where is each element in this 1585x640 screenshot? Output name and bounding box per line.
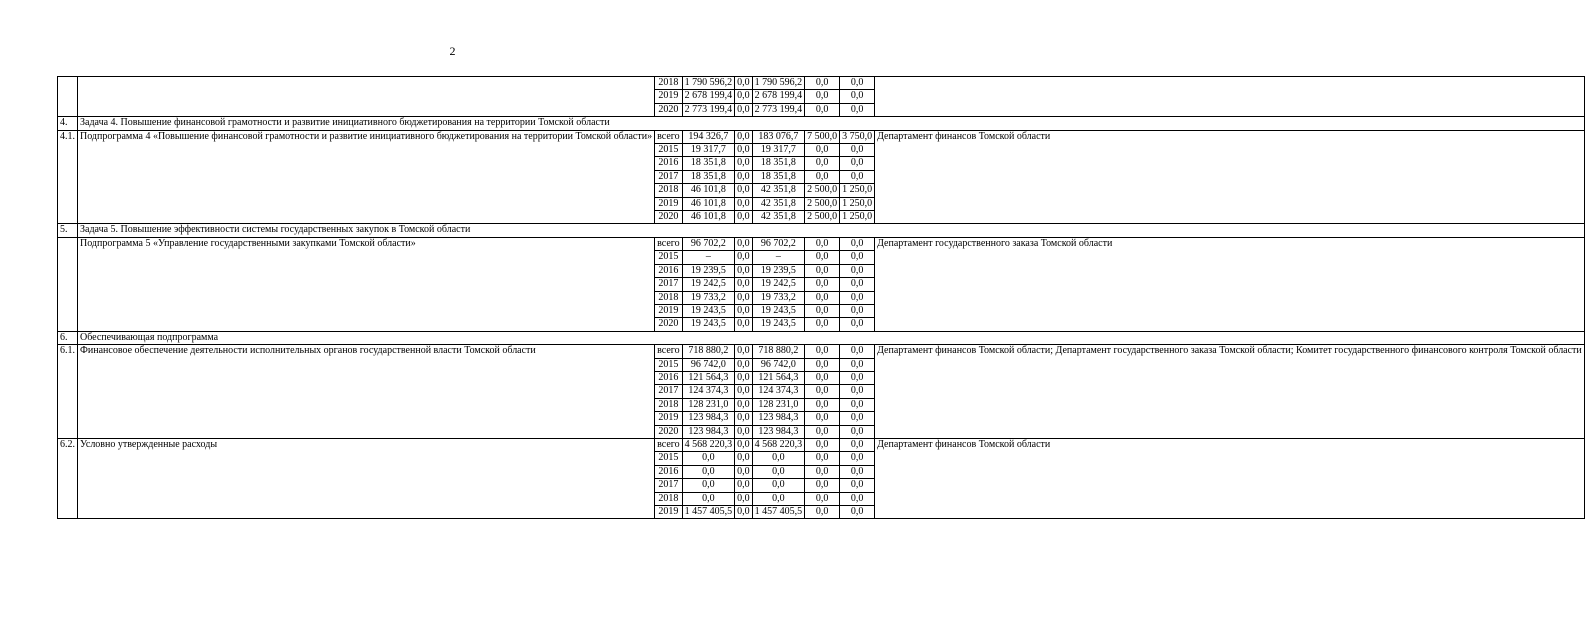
- local-cell: 0,0: [805, 479, 840, 492]
- federal-cell: 0,0: [735, 398, 753, 411]
- total-cell: 0,0: [682, 465, 735, 478]
- federal-cell: 0,0: [735, 425, 753, 438]
- federal-cell: 0,0: [735, 77, 753, 90]
- responsible-executor: Департамент финансов Томской области: [875, 130, 1585, 224]
- federal-cell: 0,0: [735, 479, 753, 492]
- federal-cell: 0,0: [735, 103, 753, 116]
- year-cell: 2016: [655, 157, 683, 170]
- total-cell: 121 564,3: [682, 371, 735, 384]
- extrabudget-cell: 0,0: [840, 304, 875, 317]
- regional-cell: 1 790 596,2: [752, 77, 805, 90]
- regional-cell: –: [752, 251, 805, 264]
- year-cell: 2017: [655, 278, 683, 291]
- item-number: 6.2.: [58, 438, 78, 518]
- regional-cell: 718 880,2: [752, 345, 805, 358]
- item-name: Подпрограмма 5 «Управление государственными закупками Томской области»: [78, 237, 655, 331]
- local-cell: 2 500,0: [805, 184, 840, 197]
- year-cell: 2019: [655, 197, 683, 210]
- total-cell: 46 101,8: [682, 184, 735, 197]
- responsible-executor: Департамент финансов Томской области; Департамент государственного заказа Томской области; Комитет государственного финансового контроля Томской области: [875, 345, 1585, 439]
- regional-cell: 128 231,0: [752, 398, 805, 411]
- regional-cell: 18 351,8: [752, 170, 805, 183]
- total-cell: 123 984,3: [682, 425, 735, 438]
- regional-cell: 42 351,8: [752, 197, 805, 210]
- task-title: Обеспечивающая подпрограмма: [78, 331, 1585, 344]
- regional-cell: 0,0: [752, 452, 805, 465]
- year-cell: 2020: [655, 211, 683, 224]
- task-row: [58, 117, 1585, 130]
- item-number: [58, 237, 78, 331]
- local-cell: 0,0: [805, 144, 840, 157]
- year-cell: 2020: [655, 103, 683, 116]
- extrabudget-cell: 0,0: [840, 371, 875, 384]
- federal-cell: 0,0: [735, 304, 753, 317]
- federal-cell: 0,0: [735, 412, 753, 425]
- local-cell: 2 500,0: [805, 211, 840, 224]
- regional-cell: 2 678 199,4: [752, 90, 805, 103]
- local-cell: 0,0: [805, 304, 840, 317]
- year-cell: 2016: [655, 264, 683, 277]
- item-name: Подпрограмма 4 «Повышение финансовой грамотности и развитие инициативного бюджетирования на территории Томской области»: [78, 130, 655, 224]
- total-cell: –: [682, 251, 735, 264]
- total-cell: 123 984,3: [682, 412, 735, 425]
- table-row: [58, 345, 1585, 358]
- table-row: [58, 130, 1585, 143]
- local-cell: 0,0: [805, 465, 840, 478]
- extrabudget-cell: 0,0: [840, 170, 875, 183]
- local-cell: 0,0: [805, 345, 840, 358]
- name-cell: [78, 77, 655, 117]
- federal-cell: 0,0: [735, 371, 753, 384]
- total-cell: 1 790 596,2: [682, 77, 735, 90]
- year-cell: 2015: [655, 452, 683, 465]
- federal-cell: 0,0: [735, 170, 753, 183]
- year-cell: 2016: [655, 371, 683, 384]
- federal-cell: 0,0: [735, 465, 753, 478]
- extrabudget-cell: 0,0: [840, 77, 875, 90]
- extrabudget-cell: 0,0: [840, 385, 875, 398]
- local-cell: 0,0: [805, 318, 840, 331]
- row-number-cell: [58, 77, 78, 117]
- regional-cell: 19 733,2: [752, 291, 805, 304]
- federal-cell: 0,0: [735, 492, 753, 505]
- task-title: Задача 5. Повышение эффективности системы государственных закупок в Томской области: [78, 224, 1585, 237]
- year-cell: 2018: [655, 398, 683, 411]
- regional-cell: 42 351,8: [752, 211, 805, 224]
- extrabudget-cell: 0,0: [840, 318, 875, 331]
- year-cell: 2019: [655, 304, 683, 317]
- extrabudget-cell: 0,0: [840, 425, 875, 438]
- task-number: 5.: [58, 224, 78, 237]
- regional-cell: 183 076,7: [752, 130, 805, 143]
- year-cell: 2018: [655, 77, 683, 90]
- federal-cell: 0,0: [735, 438, 753, 451]
- federal-cell: 0,0: [735, 264, 753, 277]
- item-number: 4.1.: [58, 130, 78, 224]
- year-cell: 2015: [655, 144, 683, 157]
- federal-cell: 0,0: [735, 251, 753, 264]
- federal-cell: 0,0: [735, 90, 753, 103]
- federal-cell: 0,0: [735, 130, 753, 143]
- total-cell: 19 733,2: [682, 291, 735, 304]
- local-cell: 0,0: [805, 438, 840, 451]
- table-row: [58, 237, 1585, 250]
- federal-cell: 0,0: [735, 358, 753, 371]
- budget-table: [57, 76, 1585, 519]
- total-cell: 19 317,7: [682, 144, 735, 157]
- extrabudget-cell: 0,0: [840, 452, 875, 465]
- total-cell: 19 243,5: [682, 304, 735, 317]
- regional-cell: 42 351,8: [752, 184, 805, 197]
- item-name: Финансовое обеспечение деятельности исполнительных органов государственной власти Томской области: [78, 345, 655, 439]
- extrabudget-cell: 0,0: [840, 291, 875, 304]
- federal-cell: 0,0: [735, 385, 753, 398]
- total-cell: 1 457 405,5: [682, 506, 735, 519]
- total-cell: 96 702,2: [682, 237, 735, 250]
- task-title: Задача 4. Повышение финансовой грамотности и развитие инициативного бюджетирования на территории Томской области: [78, 117, 1585, 130]
- year-cell: 2017: [655, 479, 683, 492]
- total-cell: 2 773 199,4: [682, 103, 735, 116]
- year-cell: 2020: [655, 318, 683, 331]
- regional-cell: 19 243,5: [752, 318, 805, 331]
- total-cell: 124 374,3: [682, 385, 735, 398]
- table-row: [58, 438, 1585, 451]
- regional-cell: 123 984,3: [752, 425, 805, 438]
- responsible-cell: [875, 77, 1585, 117]
- year-cell: 2020: [655, 425, 683, 438]
- local-cell: 0,0: [805, 412, 840, 425]
- year-cell: 2018: [655, 492, 683, 505]
- task-number: 6.: [58, 331, 78, 344]
- federal-cell: 0,0: [735, 157, 753, 170]
- total-cell: 0,0: [682, 492, 735, 505]
- local-cell: 0,0: [805, 452, 840, 465]
- year-cell: 2018: [655, 184, 683, 197]
- local-cell: 0,0: [805, 278, 840, 291]
- local-cell: 0,0: [805, 77, 840, 90]
- regional-cell: 121 564,3: [752, 371, 805, 384]
- federal-cell: 0,0: [735, 184, 753, 197]
- year-cell: всего: [655, 345, 683, 358]
- regional-cell: 2 773 199,4: [752, 103, 805, 116]
- responsible-executor: Департамент финансов Томской области: [875, 438, 1585, 518]
- extrabudget-cell: 0,0: [840, 345, 875, 358]
- local-cell: 0,0: [805, 492, 840, 505]
- regional-cell: 4 568 220,3: [752, 438, 805, 451]
- total-cell: 18 351,8: [682, 170, 735, 183]
- regional-cell: 96 702,2: [752, 237, 805, 250]
- regional-cell: 0,0: [752, 465, 805, 478]
- table-row: [58, 77, 1585, 90]
- extrabudget-cell: 0,0: [840, 465, 875, 478]
- year-cell: 2015: [655, 358, 683, 371]
- extrabudget-cell: 0,0: [840, 492, 875, 505]
- item-name: Условно утвержденные расходы: [78, 438, 655, 518]
- total-cell: 18 351,8: [682, 157, 735, 170]
- total-cell: 96 742,0: [682, 358, 735, 371]
- regional-cell: 19 317,7: [752, 144, 805, 157]
- total-cell: 46 101,8: [682, 211, 735, 224]
- total-cell: 19 243,5: [682, 318, 735, 331]
- local-cell: 0,0: [805, 291, 840, 304]
- local-cell: 0,0: [805, 90, 840, 103]
- regional-cell: 124 374,3: [752, 385, 805, 398]
- extrabudget-cell: 0,0: [840, 278, 875, 291]
- local-cell: 0,0: [805, 103, 840, 116]
- extrabudget-cell: 1 250,0: [840, 211, 875, 224]
- extrabudget-cell: 0,0: [840, 479, 875, 492]
- responsible-executor: Департамент государственного заказа Томской области: [875, 237, 1585, 331]
- year-cell: всего: [655, 130, 683, 143]
- extrabudget-cell: 0,0: [840, 438, 875, 451]
- local-cell: 0,0: [805, 425, 840, 438]
- year-cell: всего: [655, 438, 683, 451]
- federal-cell: 0,0: [735, 318, 753, 331]
- extrabudget-cell: 0,0: [840, 506, 875, 519]
- total-cell: 46 101,8: [682, 197, 735, 210]
- total-cell: 0,0: [682, 479, 735, 492]
- regional-cell: 1 457 405,5: [752, 506, 805, 519]
- local-cell: 0,0: [805, 506, 840, 519]
- regional-cell: 96 742,0: [752, 358, 805, 371]
- total-cell: 2 678 199,4: [682, 90, 735, 103]
- extrabudget-cell: 0,0: [840, 398, 875, 411]
- task-row: [58, 224, 1585, 237]
- federal-cell: 0,0: [735, 197, 753, 210]
- extrabudget-cell: 3 750,0: [840, 130, 875, 143]
- total-cell: 19 239,5: [682, 264, 735, 277]
- total-cell: 19 242,5: [682, 278, 735, 291]
- total-cell: 128 231,0: [682, 398, 735, 411]
- federal-cell: 0,0: [735, 278, 753, 291]
- task-number: 4.: [58, 117, 78, 130]
- extrabudget-cell: 0,0: [840, 251, 875, 264]
- year-cell: 2016: [655, 465, 683, 478]
- total-cell: 718 880,2: [682, 345, 735, 358]
- regional-cell: 19 239,5: [752, 264, 805, 277]
- extrabudget-cell: 0,0: [840, 90, 875, 103]
- regional-cell: 19 243,5: [752, 304, 805, 317]
- regional-cell: 123 984,3: [752, 412, 805, 425]
- year-cell: 2017: [655, 170, 683, 183]
- total-cell: 4 568 220,3: [682, 438, 735, 451]
- local-cell: 0,0: [805, 157, 840, 170]
- extrabudget-cell: 0,0: [840, 157, 875, 170]
- local-cell: 0,0: [805, 358, 840, 371]
- local-cell: 0,0: [805, 237, 840, 250]
- local-cell: 7 500,0: [805, 130, 840, 143]
- federal-cell: 0,0: [735, 144, 753, 157]
- item-number: 6.1.: [58, 345, 78, 439]
- federal-cell: 0,0: [735, 452, 753, 465]
- task-row: [58, 331, 1585, 344]
- year-cell: 2019: [655, 412, 683, 425]
- extrabudget-cell: 0,0: [840, 144, 875, 157]
- federal-cell: 0,0: [735, 211, 753, 224]
- local-cell: 0,0: [805, 371, 840, 384]
- local-cell: 2 500,0: [805, 197, 840, 210]
- federal-cell: 0,0: [735, 291, 753, 304]
- year-cell: 2019: [655, 90, 683, 103]
- year-cell: 2019: [655, 506, 683, 519]
- year-cell: 2018: [655, 291, 683, 304]
- total-cell: 0,0: [682, 452, 735, 465]
- federal-cell: 0,0: [735, 345, 753, 358]
- local-cell: 0,0: [805, 170, 840, 183]
- regional-cell: 0,0: [752, 479, 805, 492]
- page-number: 2: [449, 44, 456, 58]
- extrabudget-cell: 0,0: [840, 264, 875, 277]
- regional-cell: 18 351,8: [752, 157, 805, 170]
- regional-cell: 0,0: [752, 492, 805, 505]
- total-cell: 194 326,7: [682, 130, 735, 143]
- extrabudget-cell: 0,0: [840, 412, 875, 425]
- extrabudget-cell: 0,0: [840, 103, 875, 116]
- federal-cell: 0,0: [735, 506, 753, 519]
- extrabudget-cell: 1 250,0: [840, 197, 875, 210]
- year-cell: 2017: [655, 385, 683, 398]
- regional-cell: 19 242,5: [752, 278, 805, 291]
- extrabudget-cell: 0,0: [840, 237, 875, 250]
- extrabudget-cell: 0,0: [840, 358, 875, 371]
- local-cell: 0,0: [805, 251, 840, 264]
- year-cell: 2015: [655, 251, 683, 264]
- local-cell: 0,0: [805, 385, 840, 398]
- extrabudget-cell: 1 250,0: [840, 184, 875, 197]
- local-cell: 0,0: [805, 398, 840, 411]
- local-cell: 0,0: [805, 264, 840, 277]
- federal-cell: 0,0: [735, 237, 753, 250]
- year-cell: всего: [655, 237, 683, 250]
